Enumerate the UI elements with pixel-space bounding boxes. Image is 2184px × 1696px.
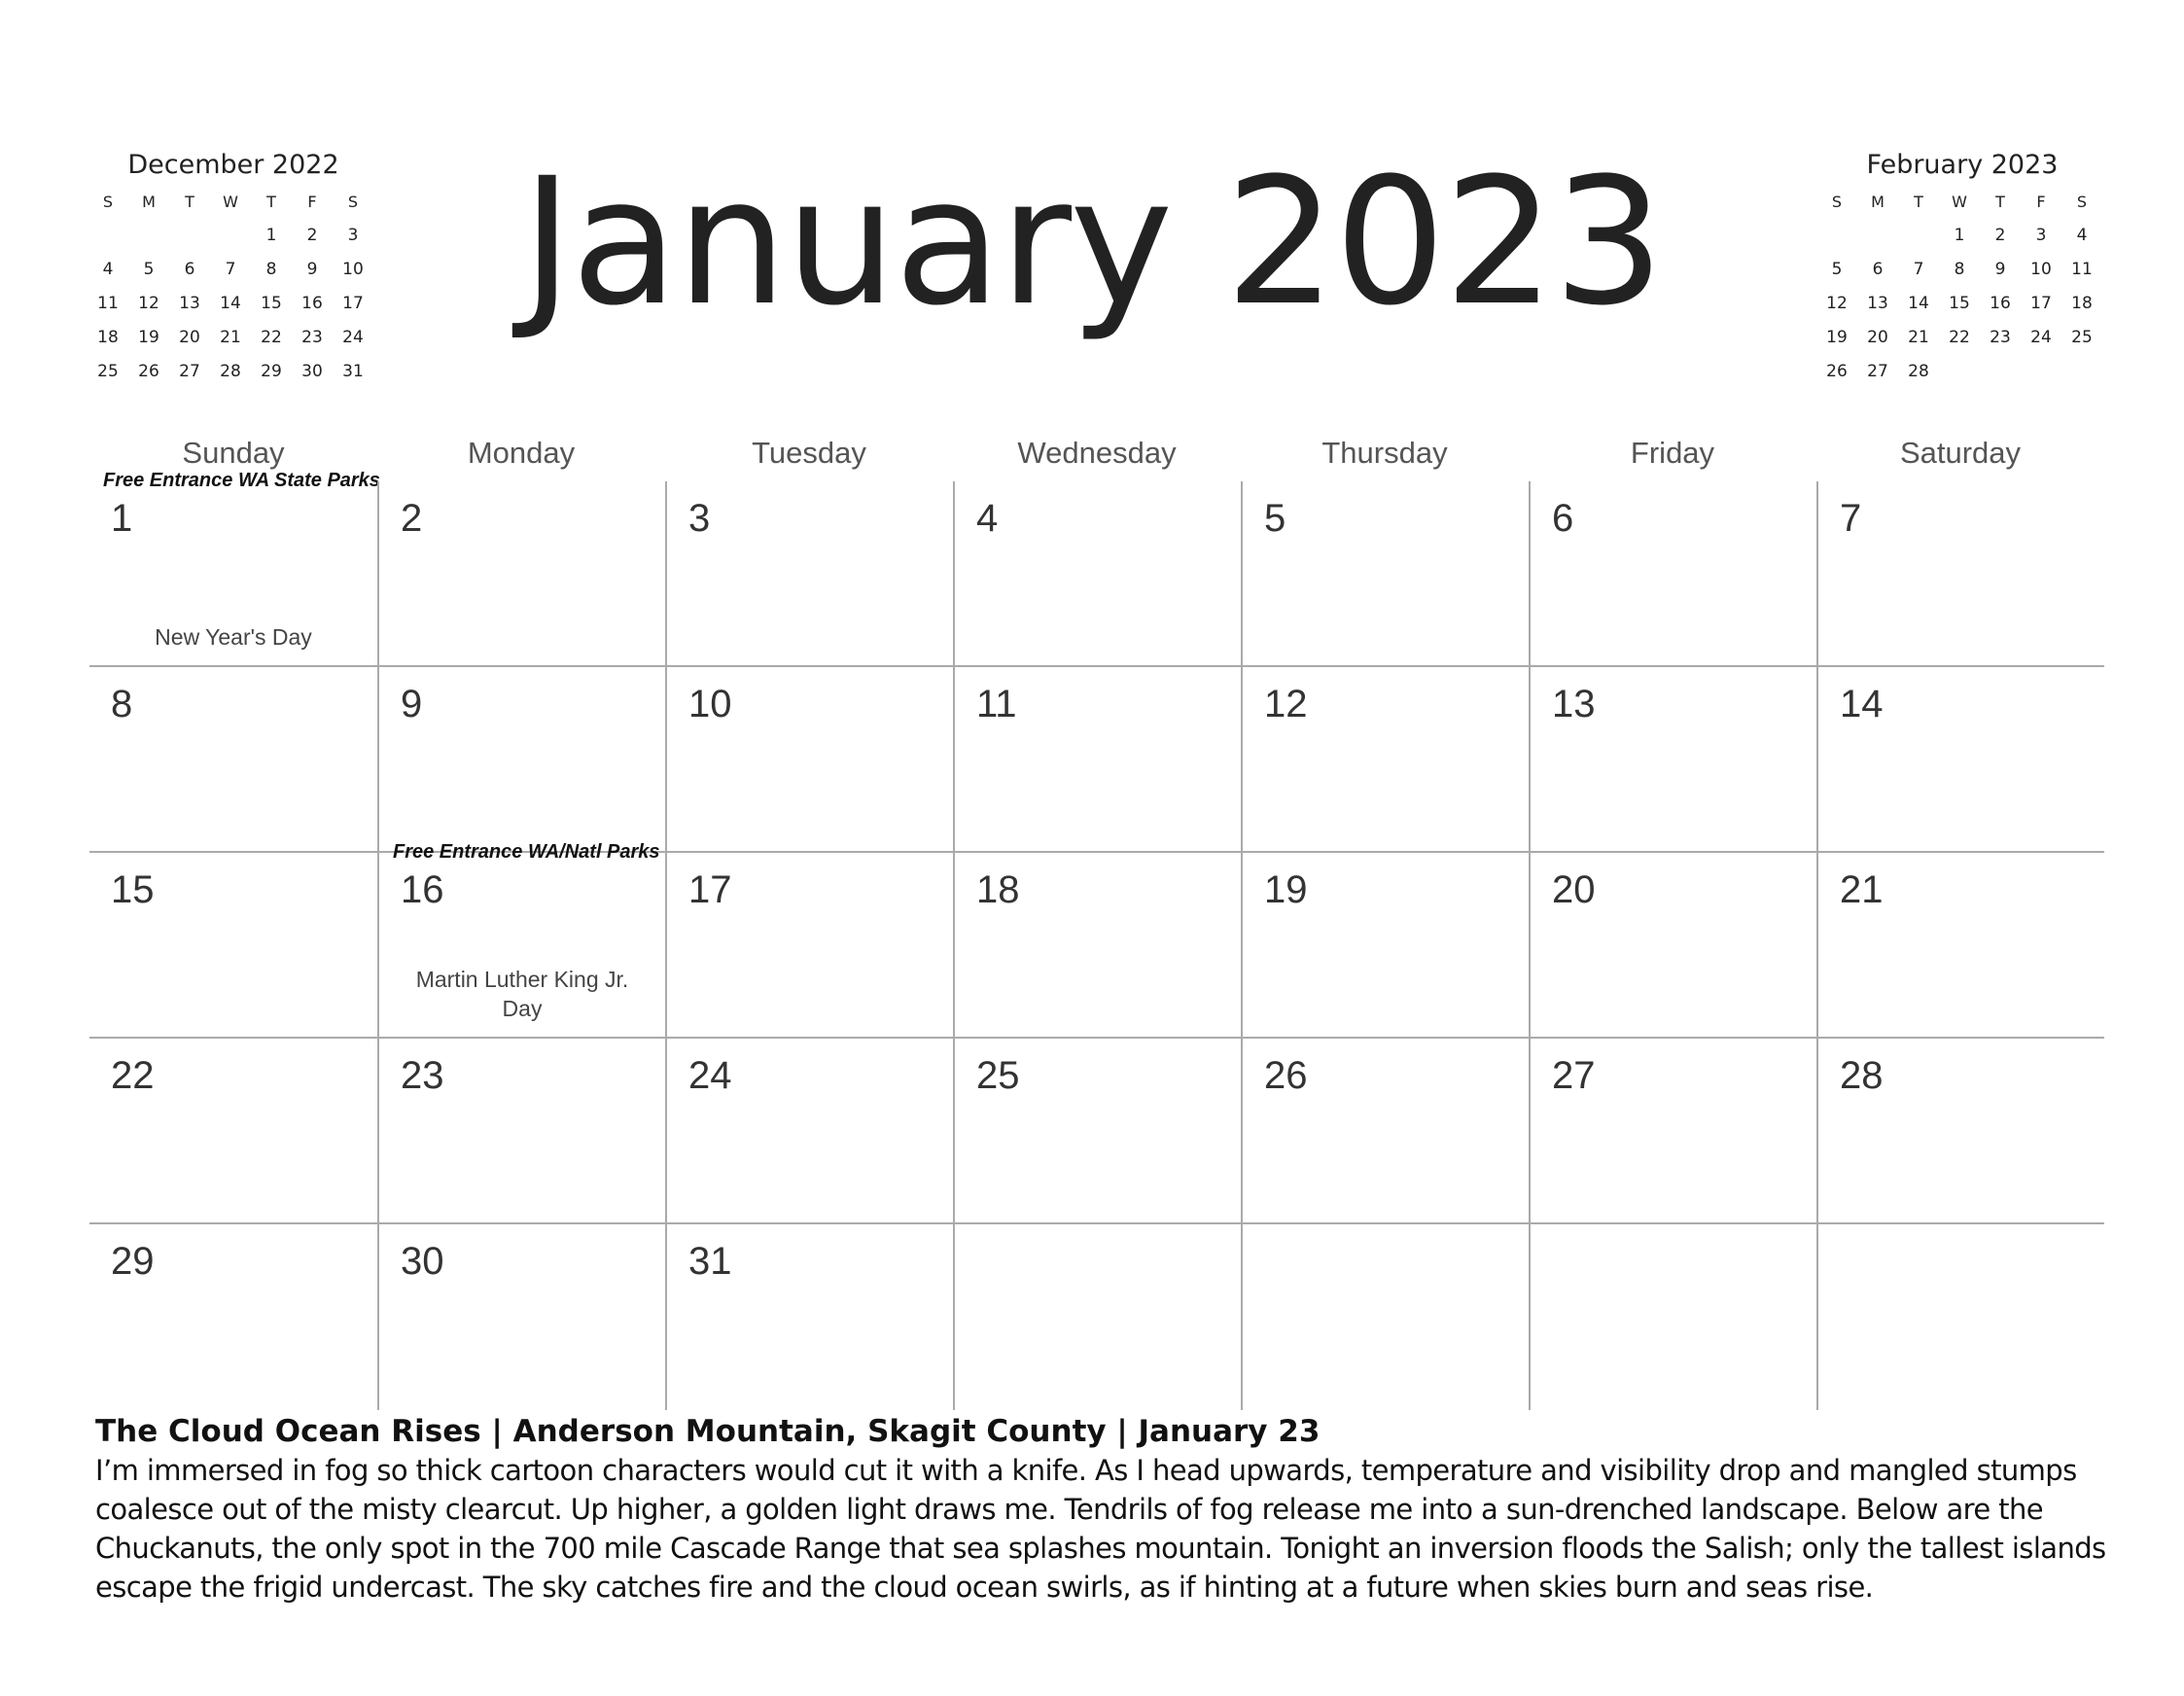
- mini-day: 23: [301, 328, 323, 347]
- mini-day: 3: [347, 226, 359, 245]
- holiday-label: New Year's Day: [155, 624, 312, 650]
- day-cell[interactable]: [665, 1039, 953, 1224]
- weekday-tuesday: Tuesday: [752, 436, 866, 470]
- mini-day: 25: [97, 362, 119, 381]
- day-number: 30: [401, 1240, 444, 1283]
- mini-weekday-label: S: [102, 193, 114, 211]
- mini-day: 10: [342, 260, 364, 279]
- mini-day: 2: [1994, 226, 2006, 245]
- event-note: Free Entrance WA State Parks: [103, 470, 380, 491]
- weekday-sunday: Sunday: [182, 436, 285, 470]
- mini-day: 7: [225, 260, 236, 279]
- day-cell[interactable]: [89, 853, 377, 1039]
- mini-weekday-label: T: [266, 193, 276, 211]
- mini-day: 5: [1831, 260, 1843, 279]
- mini-day: [1857, 219, 1898, 253]
- mini-day: 18: [2071, 294, 2093, 313]
- day-cell[interactable]: [1816, 667, 2104, 853]
- day-cell[interactable]: [1529, 1224, 1816, 1410]
- month-grid: [89, 470, 2104, 1410]
- mini-day: 3: [2035, 226, 2047, 245]
- mini-weekday-label: W: [1952, 193, 1967, 211]
- mini-day: 15: [1949, 294, 1970, 313]
- day-cell[interactable]: [1816, 1224, 2104, 1410]
- mini-day: 22: [1949, 328, 1970, 347]
- mini-calendar-next: [1816, 146, 2108, 389]
- day-cell[interactable]: [665, 481, 953, 667]
- mini-day: 12: [138, 294, 159, 313]
- mini-day: [1898, 219, 1939, 253]
- day-cell[interactable]: [377, 841, 665, 1039]
- day-cell[interactable]: [89, 470, 380, 667]
- mini-day: 13: [1867, 294, 1888, 313]
- mini-calendar-title: February 2023: [1866, 150, 2059, 180]
- day-cell[interactable]: [1816, 853, 2104, 1039]
- day-number: 14: [1840, 683, 1884, 725]
- mini-day: [1816, 219, 1857, 253]
- mini-day: 25: [2071, 328, 2093, 347]
- day-number: 13: [1552, 683, 1596, 725]
- holiday-label: Martin Luther King Jr. Day: [415, 967, 629, 1021]
- mini-day: 16: [1990, 294, 2011, 313]
- day-number: 20: [1552, 868, 1596, 911]
- day-cell[interactable]: [953, 1039, 1241, 1224]
- day-cell[interactable]: [665, 1224, 953, 1410]
- day-number: 9: [401, 683, 423, 725]
- month-title: January 2023: [521, 141, 1663, 344]
- mini-day: 20: [1867, 328, 1888, 347]
- day-number: 31: [688, 1240, 732, 1283]
- day-number: 12: [1264, 683, 1308, 725]
- day-number: 24: [688, 1054, 732, 1097]
- mini-day: 31: [342, 362, 364, 381]
- mini-day: 30: [301, 362, 323, 381]
- day-cell[interactable]: [377, 1224, 665, 1410]
- mini-calendar-grid: [1816, 185, 2108, 389]
- day-cell[interactable]: [953, 667, 1241, 853]
- day-cell[interactable]: [953, 481, 1241, 667]
- day-number: 6: [1552, 497, 1574, 540]
- day-cell[interactable]: [1241, 853, 1529, 1039]
- mini-day: 27: [1867, 362, 1888, 381]
- mini-calendar-title: December 2022: [127, 150, 339, 180]
- mini-weekday-label: T: [1914, 193, 1923, 211]
- day-cell[interactable]: [1241, 1224, 1529, 1410]
- day-cell[interactable]: [1529, 1039, 1816, 1224]
- day-number: 1: [111, 497, 133, 540]
- mini-day: 15: [261, 294, 282, 313]
- mini-day: 26: [1826, 362, 1848, 381]
- mini-day: 27: [179, 362, 200, 381]
- photo-caption: [95, 1412, 2118, 1607]
- day-number: 5: [1264, 497, 1286, 540]
- mini-day: 1: [265, 226, 277, 245]
- day-number: 15: [111, 868, 155, 911]
- weekday-thursday: Thursday: [1321, 436, 1448, 470]
- day-number: 17: [688, 868, 732, 911]
- mini-day: 23: [1990, 328, 2011, 347]
- day-number: 4: [976, 497, 999, 540]
- caption-body: I’m immersed in fog so thick cartoon characters would cut it with a knife. As I head upwards, temperature and visibility drop and mangled stumps coalesce out of the misty clearcut. Up higher, a golden light draws me. Tendrils of fog release me into a sun-drenched landscape. Below are the Chuckanuts, the only spot in the 700 mile Cascade Range that sea splashes mountain. Tonight an inversion floods the Salish; only the tallest islands escape the frigid undercast. The sky catches fire and the cloud ocean swirls, as if hinting at a future when skies burn and seas rise.: [95, 1454, 2106, 1604]
- mini-day: 9: [306, 260, 318, 279]
- mini-day: 13: [179, 294, 200, 313]
- weekday-saturday: Saturday: [1899, 436, 2022, 470]
- mini-weekday-label: M: [142, 193, 156, 211]
- mini-day: 16: [301, 294, 323, 313]
- day-cell[interactable]: [665, 667, 953, 853]
- mini-weekday-label: W: [223, 193, 238, 211]
- mini-day: 10: [2030, 260, 2052, 279]
- mini-day: 17: [342, 294, 364, 313]
- day-number: 26: [1264, 1054, 1308, 1097]
- mini-day: 17: [2030, 294, 2052, 313]
- mini-day: 22: [261, 328, 282, 347]
- day-cell[interactable]: [89, 1224, 377, 1410]
- mini-day: 4: [102, 260, 114, 279]
- mini-day: 1: [1954, 226, 1965, 245]
- mini-day: 18: [97, 328, 119, 347]
- mini-day: 26: [138, 362, 159, 381]
- mini-day: 21: [1908, 328, 1929, 347]
- day-number: 29: [111, 1240, 155, 1283]
- mini-weekday-label: T: [185, 193, 194, 211]
- day-number: 8: [111, 683, 133, 725]
- mini-day: 19: [138, 328, 159, 347]
- mini-calendar-previous: [88, 146, 379, 389]
- day-number: 2: [401, 497, 423, 540]
- mini-weekday-label: M: [1871, 193, 1885, 211]
- day-cell[interactable]: [89, 667, 377, 853]
- day-cell[interactable]: [1529, 853, 1816, 1039]
- day-cell[interactable]: [1241, 481, 1529, 667]
- day-cell[interactable]: [1241, 667, 1529, 853]
- mini-day: 6: [184, 260, 195, 279]
- weekday-header-row: [89, 434, 2104, 473]
- day-number: 25: [976, 1054, 1020, 1097]
- day-number: 16: [401, 868, 444, 911]
- mini-day: 8: [1954, 260, 1965, 279]
- day-cell[interactable]: [1241, 1039, 1529, 1224]
- day-number: 3: [688, 497, 711, 540]
- day-number: 10: [688, 683, 732, 725]
- mini-weekday-label: S: [347, 193, 359, 211]
- mini-day: 8: [265, 260, 277, 279]
- mini-day: 24: [342, 328, 364, 347]
- caption-title: The Cloud Ocean Rises | Anderson Mountain, Skagit County | January 23: [95, 1414, 1321, 1449]
- mini-day: 21: [220, 328, 241, 347]
- mini-calendar-grid: [88, 185, 379, 389]
- mini-day: 6: [1872, 260, 1884, 279]
- mini-day: [169, 219, 210, 253]
- mini-weekday-label: S: [1831, 193, 1843, 211]
- mini-day: 5: [143, 260, 155, 279]
- day-number: 19: [1264, 868, 1308, 911]
- mini-day: 24: [2030, 328, 2052, 347]
- mini-day: [128, 219, 169, 253]
- mini-day: 19: [1826, 328, 1848, 347]
- mini-day: 7: [1913, 260, 1924, 279]
- day-cell[interactable]: [665, 853, 953, 1039]
- day-number: 22: [111, 1054, 155, 1097]
- day-number: 23: [401, 1054, 444, 1097]
- day-cell[interactable]: [1816, 481, 2104, 667]
- day-number: 28: [1840, 1054, 1884, 1097]
- day-cell[interactable]: [377, 1039, 665, 1224]
- day-cell[interactable]: [377, 481, 665, 667]
- day-cell[interactable]: [1529, 667, 1816, 853]
- mini-day: [88, 219, 128, 253]
- mini-day: 29: [261, 362, 282, 381]
- mini-day: 14: [220, 294, 241, 313]
- mini-weekday-label: F: [2036, 193, 2046, 211]
- mini-day: 14: [1908, 294, 1929, 313]
- mini-day: 11: [97, 294, 119, 313]
- day-cell[interactable]: [953, 853, 1241, 1039]
- day-cell[interactable]: [953, 1224, 1241, 1410]
- mini-day: 11: [2071, 260, 2093, 279]
- mini-weekday-label: S: [2076, 193, 2088, 211]
- event-note: Free Entrance WA/Natl Parks: [393, 841, 660, 863]
- mini-day: 28: [220, 362, 241, 381]
- mini-day: 20: [179, 328, 200, 347]
- weekday-wednesday: Wednesday: [1017, 436, 1177, 470]
- day-cell[interactable]: [1529, 481, 1816, 667]
- mini-day: 4: [2076, 226, 2088, 245]
- day-number: 18: [976, 868, 1020, 911]
- day-number: 7: [1840, 497, 1862, 540]
- mini-day: 9: [1994, 260, 2006, 279]
- mini-day: [210, 219, 251, 253]
- mini-day: 12: [1826, 294, 1848, 313]
- mini-day: 2: [306, 226, 318, 245]
- mini-weekday-label: F: [307, 193, 317, 211]
- day-cell[interactable]: [89, 1039, 377, 1224]
- day-number: 11: [976, 683, 1017, 725]
- day-number: 21: [1840, 868, 1884, 911]
- day-number: 27: [1552, 1054, 1596, 1097]
- mini-weekday-label: T: [1995, 193, 2005, 211]
- day-cell[interactable]: [377, 667, 665, 853]
- mini-day: 28: [1908, 362, 1929, 381]
- day-cell[interactable]: [1816, 1039, 2104, 1224]
- weekday-monday: Monday: [467, 436, 576, 470]
- weekday-friday: Friday: [1630, 436, 1715, 470]
